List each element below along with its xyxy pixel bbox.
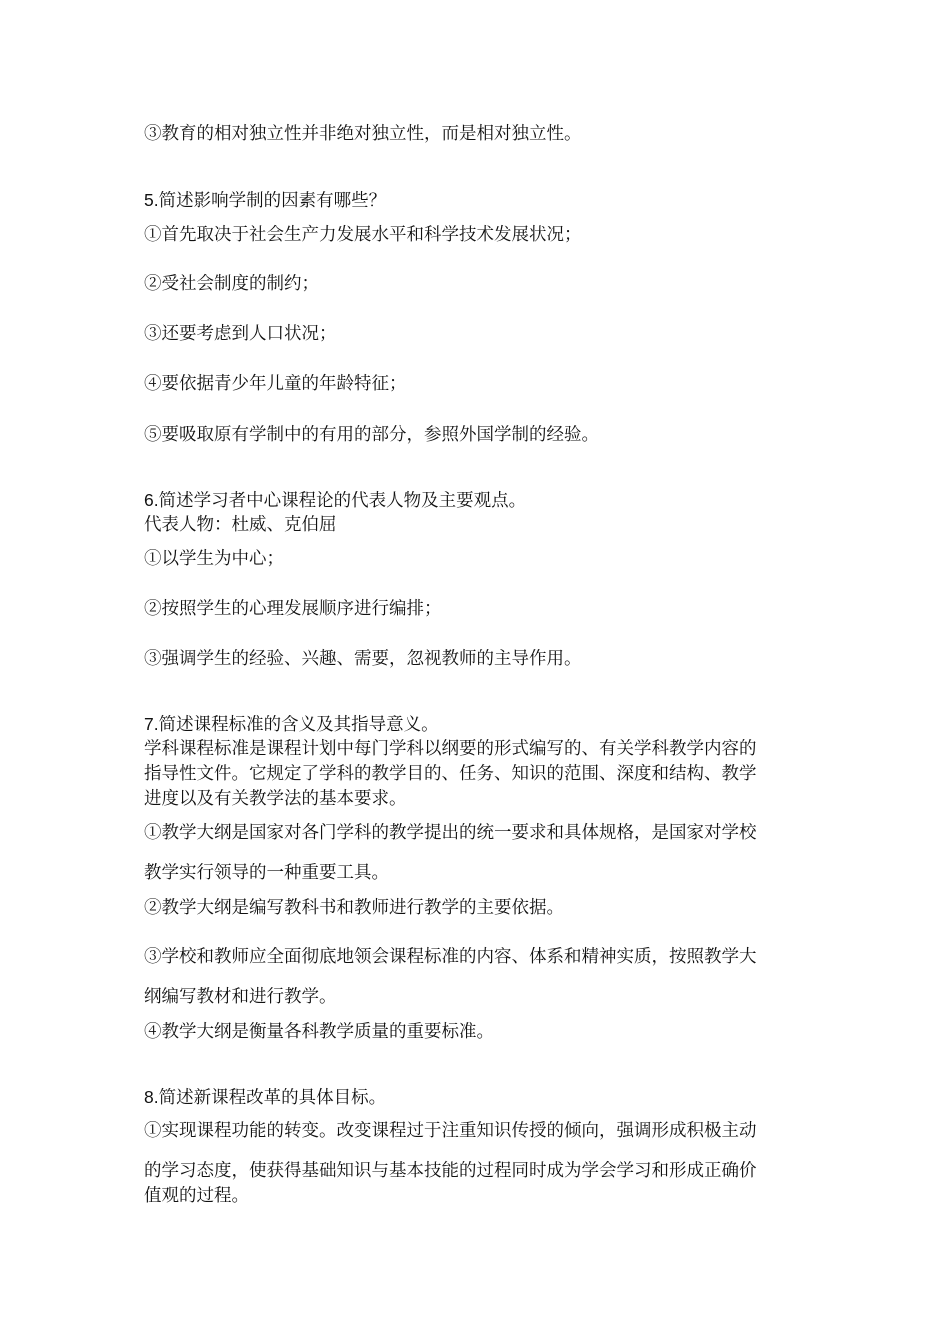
sec7-number: 7. [144, 714, 159, 734]
sec7-definition-line-3: 进度以及有关教学法的基本要求。 [144, 789, 407, 809]
sec6-number: 6. [144, 490, 159, 510]
sec8-point-1-line-1: ①实现课程功能的转变。改变课程过于注重知识传授的倾向，强调形成积极主动 [144, 1121, 757, 1141]
sec7-point-1-line-2: 教学实行领导的一种重要工具。 [144, 863, 389, 883]
sec7-point-3-line-1: ③学校和教师应全面彻底地领会课程标准的内容、体系和精神实质，按照教学大 [144, 947, 757, 967]
sec7-point-1-line-1: ①教学大纲是国家对各门学科的教学提出的统一要求和具体规格，是国家对学校 [144, 823, 757, 843]
sec7-point-3-line-2: 纲编写教材和进行教学。 [144, 987, 337, 1007]
sec7-definition-line-2: 指导性文件。它规定了学科的教学目的、任务、知识的范围、深度和结构、教学 [144, 764, 757, 784]
sec8-point-1-line-3: 值观的过程。 [144, 1186, 249, 1206]
sec5-point-2: ②受社会制度的制约； [144, 274, 319, 294]
sec8-point-1-line-2: 的学习态度，使获得基础知识与基本技能的过程同时成为学会学习和形成正确价 [144, 1161, 757, 1181]
sec6-question [144, 489, 526, 512]
sec5-title: 简述影响学制的因素有哪些？ [158, 191, 387, 211]
sec7-definition-line-1: 学科课程标准是课程计划中每门学科以纲要的形式编写的、有关学科教学内容的 [144, 739, 757, 759]
sec6-representatives: 代表人物：杜威、克伯屈 [144, 515, 337, 535]
sec6-point-1: ①以学生为中心； [144, 549, 284, 569]
sec6-point-2: ②按照学生的心理发展顺序进行编排； [144, 599, 442, 619]
sec5-point-4: ④要依据青少年儿童的年龄特征； [144, 374, 407, 394]
sec6-title: 简述学习者中心课程论的代表人物及主要观点。 [158, 491, 527, 511]
sec5-point-5: ⑤要吸取原有学制中的有用的部分，参照外国学制的经验。 [144, 425, 599, 445]
sec8-question [144, 1086, 386, 1109]
sec6-point-3: ③强调学生的经验、兴趣、需要，忽视教师的主导作用。 [144, 649, 582, 669]
sec7-point-4: ④教学大纲是衡量各科教学质量的重要标准。 [144, 1022, 494, 1042]
sec4-point-3: ③教育的相对独立性并非绝对独立性，而是相对独立性。 [144, 124, 582, 144]
sec5-question [144, 189, 386, 212]
sec5-point-1: ①首先取决于社会生产力发展水平和科学技术发展状况； [144, 225, 582, 245]
sec7-title: 简述课程标准的含义及其指导意义。 [158, 715, 439, 735]
sec8-title: 简述新课程改革的具体目标。 [158, 1088, 387, 1108]
sec5-number: 5. [144, 190, 159, 210]
sec7-point-2: ②教学大纲是编写教科书和教师进行教学的主要依据。 [144, 898, 564, 918]
sec5-point-3: ③还要考虑到人口状况； [144, 324, 337, 344]
sec8-number: 8. [144, 1087, 159, 1107]
sec7-question [144, 713, 439, 736]
